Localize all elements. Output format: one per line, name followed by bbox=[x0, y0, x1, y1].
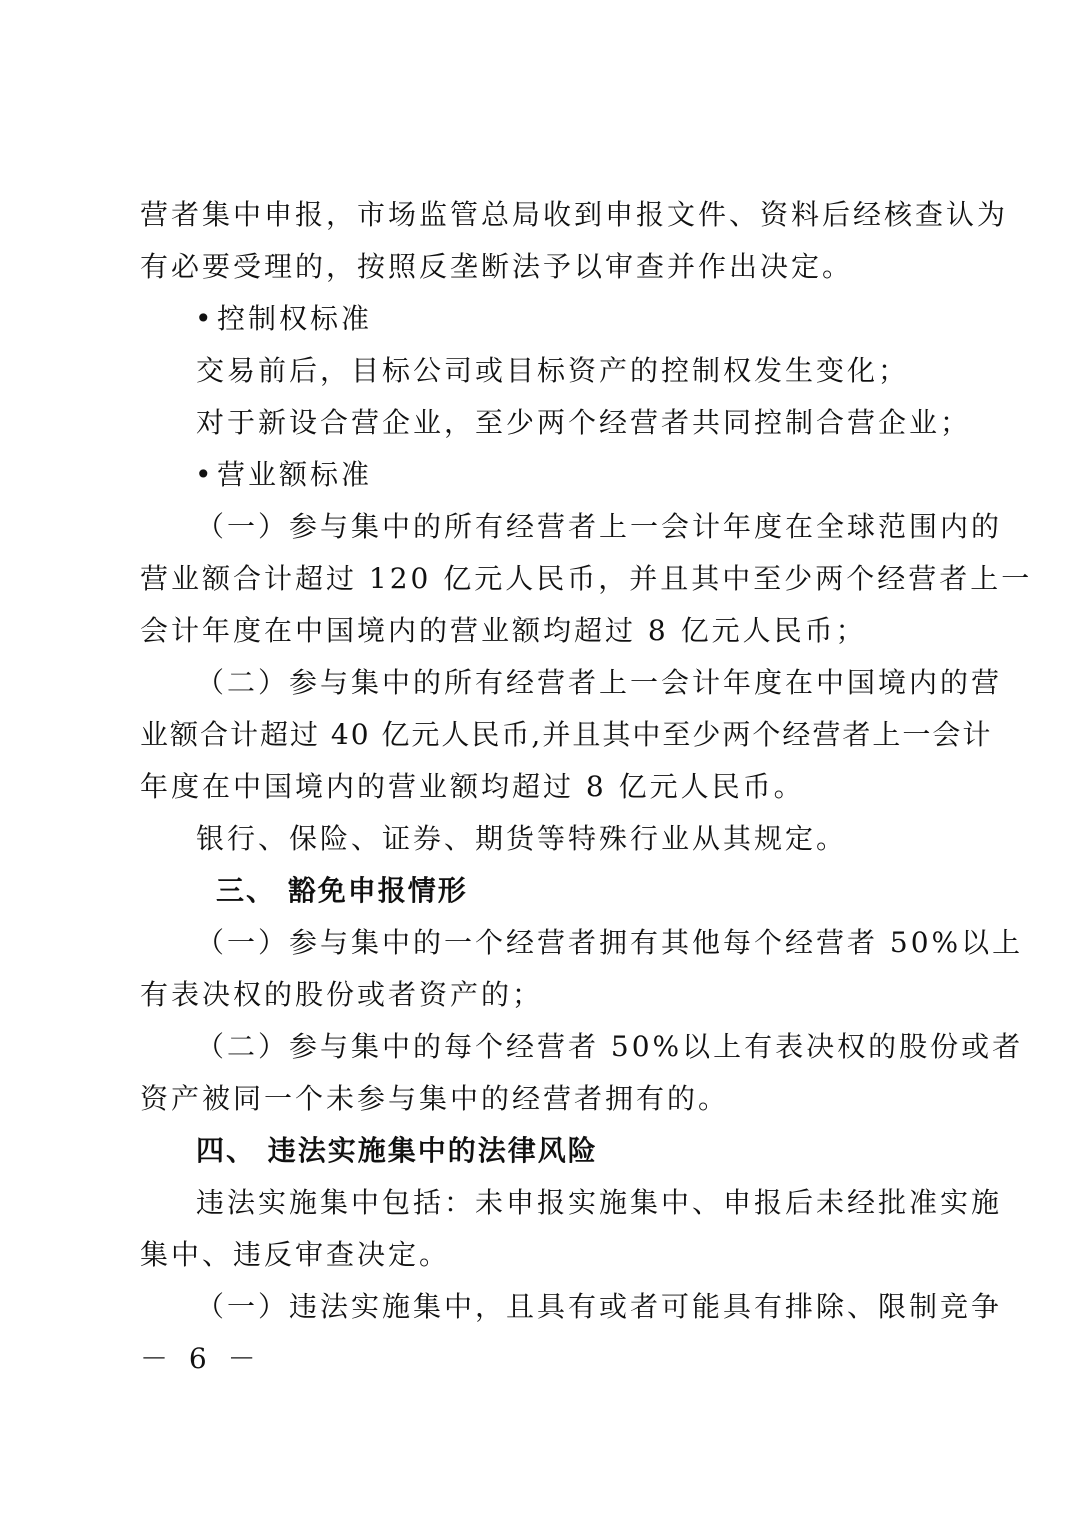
paragraph-line: 集中、违反审查决定。 bbox=[140, 1238, 451, 1271]
bullet-item-control-standard bbox=[195, 299, 995, 339]
paragraph-line: （一）参与集中的所有经营者上一会计年度在全球范围内的 bbox=[196, 510, 1003, 543]
paragraph-line: 业额合计超过 40 亿元人民币,并且其中至少两个经营者上一会计 bbox=[140, 718, 993, 751]
bullet-item-turnover-standard bbox=[195, 455, 995, 495]
paragraph-line: 会计年度在中国境内的营业额均超过 8 亿元人民币； bbox=[140, 614, 867, 647]
paragraph-line: 违法实施集中包括：未申报实施集中、申报后未经批准实施 bbox=[196, 1186, 1003, 1219]
paragraph-line: 有必要受理的，按照反垄断法予以审查并作出决定。 bbox=[140, 250, 854, 283]
paragraph-line: （二）参与集中的每个经营者 50%以上有表决权的股份或者 bbox=[196, 1030, 1024, 1063]
paragraph-line: 营者集中申报，市场监管总局收到申报文件、资料后经核查认为 bbox=[140, 198, 1009, 231]
bullet-icon: • bbox=[195, 458, 215, 491]
paragraph-line: （二）参与集中的所有经营者上一会计年度在中国境内的营 bbox=[196, 666, 1003, 699]
section-heading-exemption: 三、 豁免申报情形 bbox=[216, 874, 468, 907]
page-number: － 6 － bbox=[140, 1342, 262, 1375]
section-heading-legal-risk: 四、 违法实施集中的法律风险 bbox=[196, 1134, 598, 1167]
paragraph-line: （一）违法实施集中，且具有或者可能具有排除、限制竞争 bbox=[196, 1290, 1003, 1323]
paragraph-line: 资产被同一个未参与集中的经营者拥有的。 bbox=[140, 1082, 730, 1115]
paragraph-line: 营业额合计超过 120 亿元人民币，并且其中至少两个经营者上一 bbox=[140, 562, 1033, 595]
paragraph-line: 有表决权的股份或者资产的； bbox=[140, 978, 544, 1011]
paragraph-line: 对于新设合营企业，至少两个经营者共同控制合营企业； bbox=[196, 406, 972, 439]
paragraph-line: 年度在中国境内的营业额均超过 8 亿元人民币。 bbox=[140, 770, 805, 803]
paragraph-line: （一）参与集中的一个经营者拥有其他每个经营者 50%以上 bbox=[196, 926, 1024, 959]
paragraph-line: 银行、保险、证券、期货等特殊行业从其规定。 bbox=[196, 822, 848, 855]
bullet-label: 控制权标准 bbox=[217, 302, 373, 335]
bullet-label: 营业额标准 bbox=[217, 458, 373, 491]
bullet-icon: • bbox=[195, 302, 215, 335]
paragraph-line: 交易前后，目标公司或目标资产的控制权发生变化； bbox=[196, 354, 910, 387]
